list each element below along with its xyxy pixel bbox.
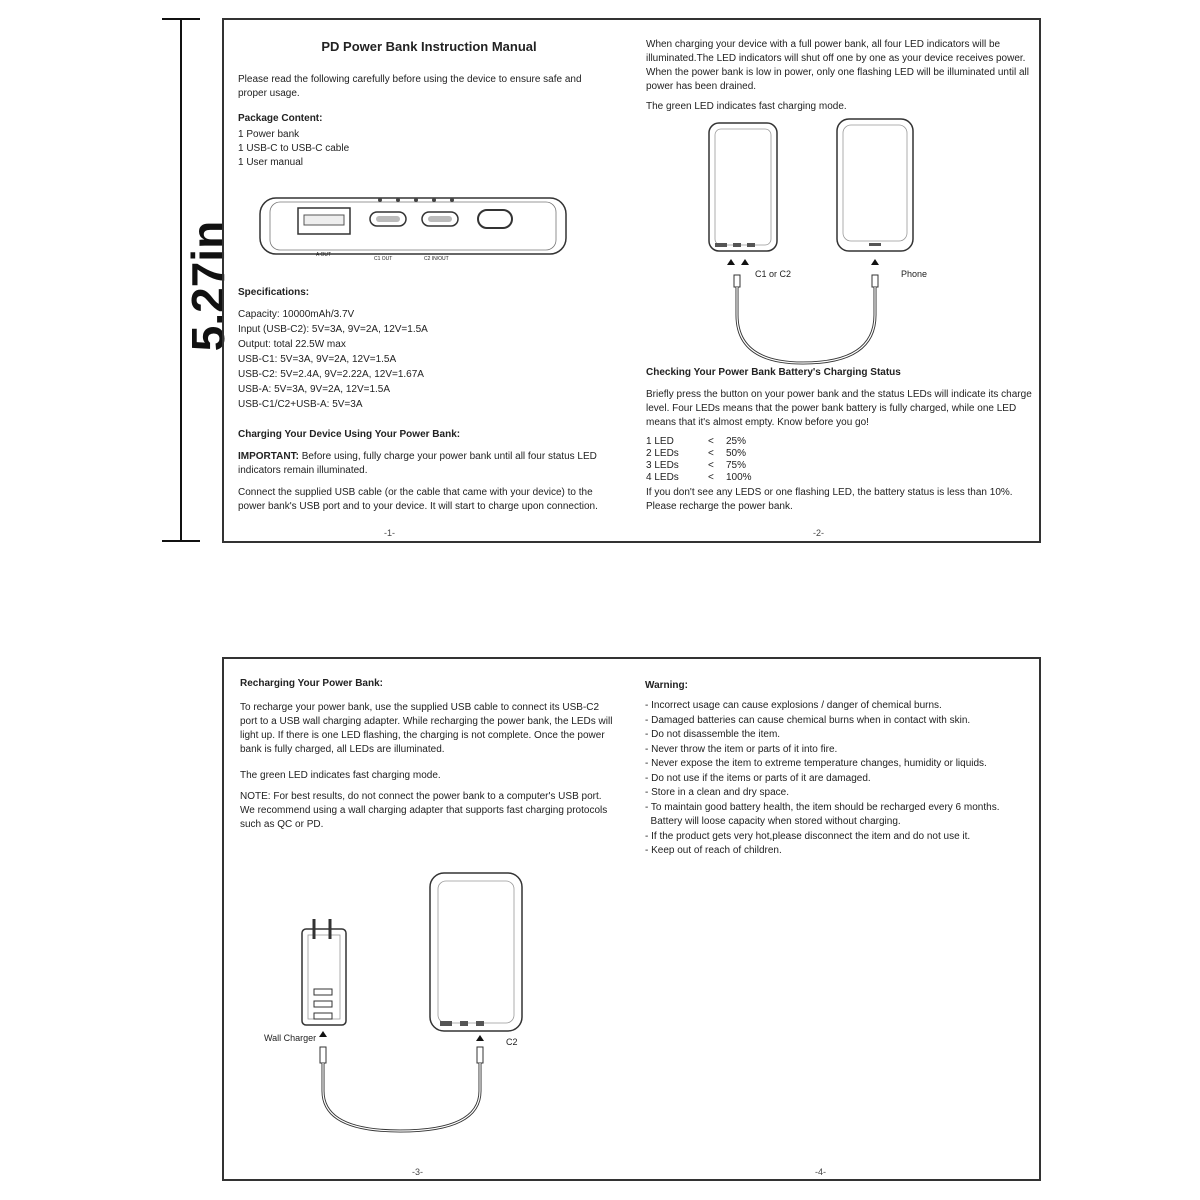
label-wall-charger: Wall Charger	[264, 1033, 317, 1043]
warning-item-continued: Battery will loose capacity when stored without charging.	[645, 816, 901, 827]
package-heading: Package Content:	[238, 113, 323, 124]
recharge-paragraph: To recharge your power bank, use the supplied USB cable to connect its USB-C2 port to a USB wall charging adapter. While recharging the power bank, the LEDs will light up. If there is one LED flashing, the charging is not complete. Once the power bank is fully charged, all LEDs are illuminated.	[240, 702, 613, 755]
warning-item: - Never throw the item or parts of it into fire.	[645, 743, 838, 755]
package-item: 1 USB-C to USB-C cable	[238, 143, 350, 154]
warning-list	[645, 699, 999, 859]
page-number-1: -1-	[384, 528, 395, 538]
charging-heading: Charging Your Device Using Your Power Bank:	[238, 429, 461, 440]
manual-title: PD Power Bank Instruction Manual	[321, 39, 537, 54]
warning-item: - Never expose the item to extreme temperature changes, humidity or liquids.	[645, 758, 987, 769]
sheet-top	[222, 18, 1041, 543]
warning-item: - To maintain good battery health, the item should be recharged every 6 months.	[645, 801, 1000, 813]
spec-line: Capacity: 10000mAh/3.7V	[238, 309, 355, 320]
status-text: Briefly press the button on your power bank and the status LEDs will indicate its charge level. Four LEDs means that the power bank battery is fully charged, while one LED means that it's almost empty. Know before you go!	[646, 389, 1032, 428]
warning-item: - Keep out of reach of children.	[645, 845, 782, 856]
package-item: 1 Power bank	[238, 129, 300, 140]
computer-usb-note: NOTE: For best results, do not connect the power bank to a computer's USB port. We recommend using a wall charging adapter that supports fast charging protocols such as QC or PD.	[240, 791, 608, 830]
power-bank-drawing	[709, 123, 777, 265]
spec-line: USB-C1: 5V=3A, 9V=2A, 12V=1.5A	[238, 354, 397, 365]
page-number-3: -3-	[412, 1167, 423, 1177]
spec-line: USB-A: 5V=3A, 9V=2A, 12V=1.5A	[238, 384, 391, 395]
page-number-4: -4-	[815, 1167, 826, 1177]
important-note	[238, 450, 608, 478]
specs-heading: Specifications:	[238, 287, 310, 298]
power-bank-ports-illustration	[260, 188, 570, 268]
connect-text: Connect the supplied USB cable (or the cable that came with your device) to the power bank's USB port and to your device. It will start to charge upon connection.	[238, 487, 598, 512]
warning-item: - If the product gets very hot,please disconnect the item and do not use it.	[645, 830, 971, 842]
led-level-row: 1 LED < 25%	[646, 436, 747, 447]
label-phone: Phone	[901, 269, 928, 279]
label-c2: C2	[506, 1037, 518, 1047]
port-label-c2: C2 IN/OUT	[424, 256, 449, 262]
page-3	[224, 659, 633, 1179]
wall-charger-recharge-illustration	[264, 869, 544, 1149]
spec-line: Input (USB-C2): 5V=3A, 9V=2A, 12V=1.5A	[238, 324, 428, 335]
green-led-note: The green LED indicates fast charging mode.	[646, 101, 847, 112]
page-number-2: -2-	[813, 528, 824, 538]
port-label-c1: C1 OUT	[374, 256, 393, 262]
page-2	[633, 20, 1042, 541]
dimension-label: 5.27in	[182, 220, 234, 352]
package-item: 1 User manual	[238, 157, 304, 168]
page-1	[224, 20, 633, 541]
led-level-list	[646, 436, 752, 484]
page-4	[633, 659, 1042, 1179]
green-led-note: The green LED indicates fast charging mode.	[240, 770, 441, 781]
wall-charger-drawing	[302, 919, 346, 1037]
height-dimension-marker	[160, 18, 234, 544]
power-bank-to-phone-illustration	[693, 115, 933, 355]
intro-text: Please read the following carefully before using the device to ensure safe and proper usage.	[238, 74, 582, 99]
package-list	[238, 128, 349, 170]
led-level-row: 2 LEDs < 50%	[646, 448, 747, 459]
recharge-heading: Recharging Your Power Bank:	[240, 678, 383, 689]
status-heading: Checking Your Power Bank Battery's Charging Status	[646, 367, 901, 378]
warning-heading: Warning:	[645, 680, 688, 691]
no-led-note: If you don't see any LEDS or one flashing LED, the battery status is less than 10%. Please recharge the power bank.	[646, 487, 1013, 512]
full-charge-paragraph: When charging your device with a full power bank, all four LED indicators will be illuminated.The LED indicators will shut off one by one as your device receives power. When the power bank is low in power, only one flashing LED will be illuminated until all power has been drained.	[646, 39, 1029, 92]
led-level-row: 4 LEDs < 100%	[646, 472, 752, 483]
specs-list	[238, 307, 428, 412]
dimension-cap-bottom	[162, 540, 200, 542]
important-label: IMPORTANT:	[238, 451, 299, 462]
sheet-bottom	[222, 657, 1041, 1181]
warning-item: - Store in a clean and dry space.	[645, 787, 789, 798]
port-label-a: A OUT	[316, 252, 332, 258]
warning-item: - Do not disassemble the item.	[645, 729, 781, 740]
spec-line: USB-C1/C2+USB-A: 5V=3A	[238, 399, 363, 410]
warning-item: - Damaged batteries can cause chemical burns when in contact with skin.	[645, 714, 971, 726]
spec-line: USB-C2: 5V=2.4A, 9V=2.22A, 12V=1.67A	[238, 369, 424, 380]
spec-line: Output: total 22.5W max	[238, 339, 346, 350]
label-c1-or-c2: C1 or C2	[755, 269, 792, 279]
warning-item: - Incorrect usage can cause explosions / danger of chemical burns.	[645, 700, 942, 711]
phone-drawing	[837, 119, 913, 265]
power-bank-drawing	[430, 873, 522, 1041]
warning-item: - Do not use if the items or parts of it are damaged.	[645, 772, 871, 784]
important-text: Before using, fully charge your power bank until all four status LED indicators remain illuminated.	[238, 451, 597, 476]
led-level-row: 3 LEDs < 75%	[646, 460, 747, 471]
